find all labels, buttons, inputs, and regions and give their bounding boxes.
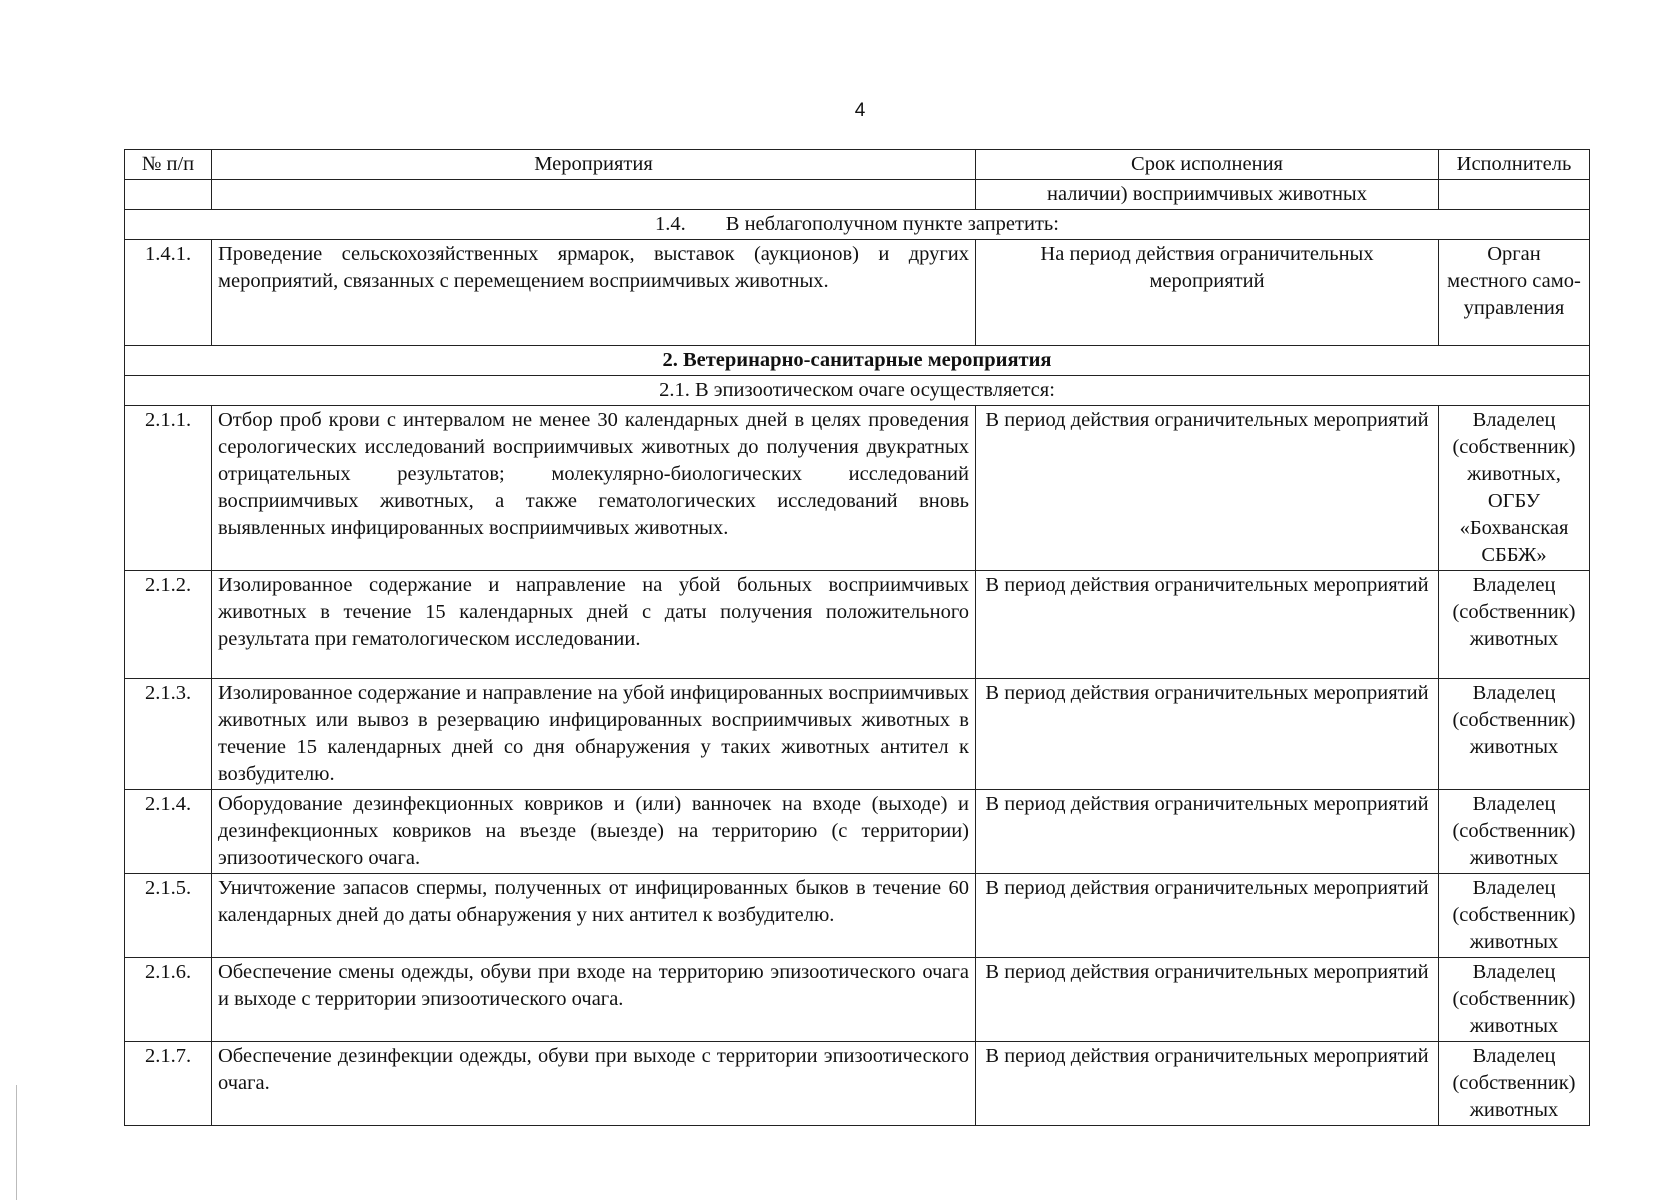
table-row [125,958,1590,1042]
row-term: В период действия ограничительных мероприятий [976,1042,1439,1126]
section-2-title: 2. Ветеринарно-санитарные мероприятия [125,346,1590,376]
row-activity: Изолированное содержание и направление на убой больных восприимчивых животных в течение 15 календарных дней с даты получения положительного результата при гематологическом исследовании. [212,571,976,679]
subsection-1-4 [125,210,1590,240]
subsection-row [125,376,1590,406]
row-executor: Владелец (собственник) животных [1439,958,1590,1042]
row-activity: Обеспечение дезинфекции одежды, обуви при выходе с территории эпизоотического очага. [212,1042,976,1126]
subsection-title: В неблагополучном пункте запретить: [725,213,1059,235]
row-term: В период действия ограничительных мероприятий [976,571,1439,679]
continuation-num [125,180,212,210]
row-executor: Орган местного само-управления [1439,240,1590,346]
header-activity: Мероприятия [212,150,976,180]
row-executor: Владелец (собственник) животных, ОГБУ «Бохванская СББЖ» [1439,406,1590,571]
row-number: 2.1.3. [125,679,212,790]
row-term: В период действия ограничительных мероприятий [976,958,1439,1042]
row-activity: Отбор проб крови с интервалом не менее 30 календарных дней в целях проведения серологических исследований восприимчивых животных до получения двукратных отрицательных результатов; молекулярно-биологических исследований восприимчивых животных, а также гематологических исследований вновь выявленных инфицированных восприимчивых животных. [212,406,976,571]
row-activity: Обеспечение смены одежды, обуви при входе на территорию эпизоотического очага и выходе с территории эпизоотического очага. [212,958,976,1042]
page-number: 4 [854,100,866,121]
row-number: 2.1.5. [125,874,212,958]
table-row [125,874,1590,958]
row-number: 2.1.6. [125,958,212,1042]
row-executor: Владелец (собственник) животных [1439,874,1590,958]
row-number: 2.1.2. [125,571,212,679]
subsection-row [125,210,1590,240]
row-number: 2.1.1. [125,406,212,571]
header-executor: Исполнитель [1439,150,1590,180]
table-row [125,1042,1590,1126]
row-term: В период действия ограничительных мероприятий [976,790,1439,874]
row-term: В период действия ограничительных мероприятий [976,874,1439,958]
table-row [125,790,1590,874]
row-term: На период действия ограничительных мероприятий [976,240,1439,346]
row-executor: Владелец (собственник) животных [1439,679,1590,790]
row-executor: Владелец (собственник) животных [1439,571,1590,679]
row-activity: Изолированное содержание и направление на убой инфицированных восприимчивых животных или вывоз в резервацию инфицированных восприимчивых животных в течение 15 календарных дней со дня обнаружения у таких животных антител к возбудителю. [212,679,976,790]
row-executor: Владелец (собственник) животных [1439,1042,1590,1126]
row-term: В период действия ограничительных мероприятий [976,679,1439,790]
row-number: 2.1.4. [125,790,212,874]
header-term: Срок исполнения [976,150,1439,180]
subsection-number: 1.4. [655,213,686,235]
continuation-executor [1439,180,1590,210]
row-activity: Оборудование дезинфекционных ковриков и (или) ванночек на входе (выходе) и дезинфекционных ковриков на въезде (выезде) на территорию (с территории) эпизоотического очага. [212,790,976,874]
table-row [125,571,1590,679]
table-row [125,679,1590,790]
continuation-row [125,180,1590,210]
row-term: В период действия ограничительных мероприятий [976,406,1439,571]
table-header-row [125,150,1590,180]
continuation-activity [212,180,976,210]
scan-margin-line [16,1085,17,1200]
row-activity: Уничтожение запасов спермы, полученных от инфицированных быков в течение 60 календарных дней до даты обнаружения у них антител к возбудителю. [212,874,976,958]
table-row [125,240,1590,346]
continuation-term: наличии) восприимчивых животных [976,180,1439,210]
table-row [125,406,1590,571]
measures-table [124,149,1590,1126]
row-number: 2.1.7. [125,1042,212,1126]
section-row [125,346,1590,376]
row-executor: Владелец (собственник) животных [1439,790,1590,874]
header-num: № п/п [125,150,212,180]
subsection-2-1: 2.1. В эпизоотическом очаге осуществляется: [125,376,1590,406]
row-activity: Проведение сельскохозяйственных ярмарок, выставок (аукционов) и других мероприятий, связанных с перемещением восприимчивых животных. [212,240,976,346]
row-number: 1.4.1. [125,240,212,346]
